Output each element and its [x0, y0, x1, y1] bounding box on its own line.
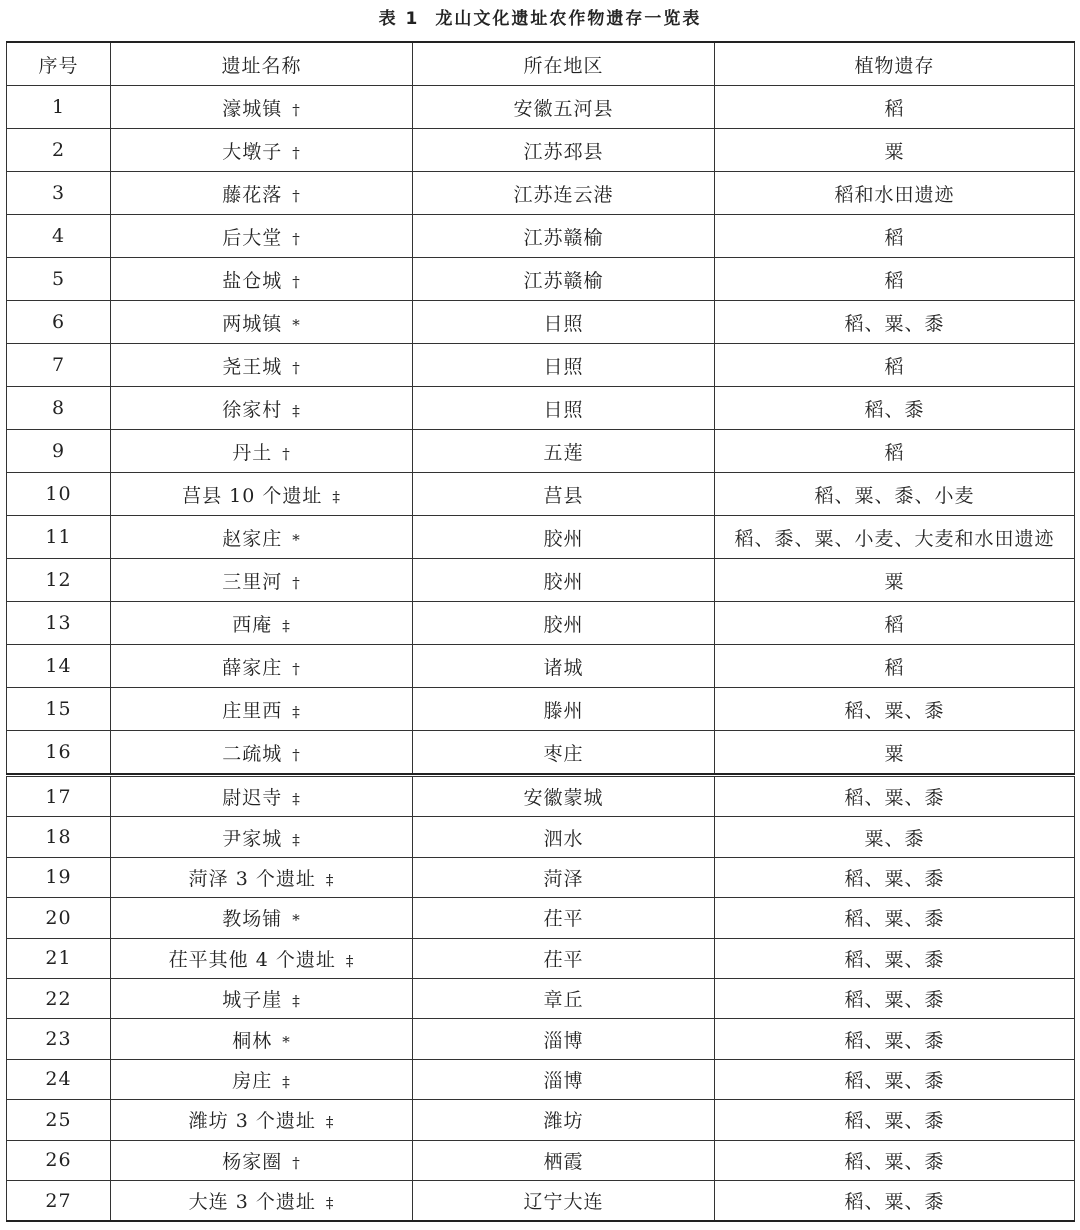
cell-region: 淄博: [413, 1059, 715, 1099]
cell-serial-number: 11: [7, 516, 111, 559]
site-method-mark: †: [292, 229, 301, 248]
cell-region: 淄博: [413, 1019, 715, 1059]
cell-region: 辽宁大连: [413, 1180, 715, 1221]
cell-plant-remains: 稻: [715, 645, 1075, 688]
header-plant-remains: 植物遗存: [715, 42, 1075, 86]
cell-plant-remains: 稻: [715, 215, 1075, 258]
cell-site-name: [111, 344, 413, 387]
site-method-mark: ‡: [325, 870, 335, 889]
cell-plant-remains: 粟: [715, 559, 1075, 602]
cell-plant-remains: 稻: [715, 344, 1075, 387]
cell-site-name: [111, 817, 413, 857]
table-row: [7, 777, 1075, 817]
cell-region: 栖霞: [413, 1140, 715, 1180]
site-method-mark: †: [282, 444, 291, 463]
table-row: [7, 1019, 1075, 1059]
cell-serial-number: 14: [7, 645, 111, 688]
site-name-text: 薛家庄: [222, 656, 283, 679]
cell-plant-remains: 稻、粟、黍、小麦: [715, 473, 1075, 516]
table-row: [7, 645, 1075, 688]
site-method-mark: ‡: [325, 1113, 335, 1132]
cell-site-name: [111, 645, 413, 688]
cell-plant-remains: 稻、黍、粟、小麦、大麦和水田遗迹: [715, 516, 1075, 559]
cell-region: 江苏赣榆: [413, 215, 715, 258]
site-method-mark: †: [292, 186, 301, 205]
site-method-mark: *: [282, 1032, 291, 1051]
site-name-text: 藤花落: [222, 183, 283, 206]
site-name-text: 三里河: [222, 570, 283, 593]
site-method-mark: ‡: [292, 790, 301, 809]
cell-serial-number: 12: [7, 559, 111, 602]
cell-serial-number: 13: [7, 602, 111, 645]
table-row: [7, 857, 1075, 897]
site-name-text: 茌平其他 4 个遗址: [168, 948, 336, 971]
site-name-text: 莒县 10 个遗址: [182, 484, 323, 507]
table-caption: [0, 6, 1080, 32]
cell-site-name: [111, 473, 413, 516]
cell-serial-number: 24: [7, 1059, 111, 1099]
cell-site-name: [111, 938, 413, 978]
cell-serial-number: 27: [7, 1180, 111, 1221]
cell-site-name: [111, 857, 413, 897]
crop-remains-table-part-1: [6, 41, 1075, 775]
table-body-part-1: [7, 86, 1075, 775]
cell-site-name: [111, 898, 413, 938]
cell-region: 菏泽: [413, 857, 715, 897]
table-row: [7, 86, 1075, 129]
table-row: [7, 215, 1075, 258]
table-row: [7, 344, 1075, 387]
cell-region: 枣庄: [413, 731, 715, 775]
header-site-name: 遗址名称: [111, 42, 413, 86]
site-name-text: 庄里西: [222, 699, 283, 722]
cell-region: 莒县: [413, 473, 715, 516]
table-row: [7, 602, 1075, 645]
cell-region: 章丘: [413, 978, 715, 1018]
crop-remains-table-part-2: [6, 776, 1075, 1222]
cell-site-name: [111, 1180, 413, 1221]
cell-site-name: [111, 978, 413, 1018]
cell-serial-number: 3: [7, 172, 111, 215]
table-row: [7, 516, 1075, 559]
cell-site-name: [111, 1140, 413, 1180]
site-method-mark: ‡: [332, 487, 341, 506]
site-method-mark: ‡: [282, 616, 291, 635]
header-region: 所在地区: [413, 42, 715, 86]
cell-site-name: [111, 215, 413, 258]
cell-plant-remains: 稻、粟、黍: [715, 1059, 1075, 1099]
cell-site-name: [111, 430, 413, 473]
site-name-text: 大连 3 个遗址: [188, 1191, 316, 1214]
site-method-mark: †: [292, 745, 301, 764]
site-name-text: 濠城镇: [222, 97, 283, 120]
site-name-text: 潍坊 3 个遗址: [188, 1110, 316, 1133]
site-name-text: 菏泽 3 个遗址: [188, 867, 316, 890]
cell-serial-number: 4: [7, 215, 111, 258]
site-name-text: 尉迟寺: [222, 787, 283, 810]
cell-serial-number: 8: [7, 387, 111, 430]
cell-serial-number: 2: [7, 129, 111, 172]
cell-plant-remains: 粟、黍: [715, 817, 1075, 857]
cell-region: 滕州: [413, 688, 715, 731]
cell-region: 胶州: [413, 602, 715, 645]
cell-serial-number: 10: [7, 473, 111, 516]
site-method-mark: †: [292, 358, 301, 377]
cell-region: 泗水: [413, 817, 715, 857]
cell-serial-number: 5: [7, 258, 111, 301]
site-method-mark: ‡: [292, 401, 301, 420]
table-row: [7, 258, 1075, 301]
site-method-mark: ‡: [345, 951, 355, 970]
site-name-text: 桐林: [232, 1029, 273, 1052]
cell-site-name: [111, 86, 413, 129]
cell-site-name: [111, 688, 413, 731]
cell-region: 江苏赣榆: [413, 258, 715, 301]
cell-site-name: [111, 559, 413, 602]
site-name-text: 赵家庄: [222, 527, 283, 550]
table-row: [7, 1180, 1075, 1221]
site-method-mark: †: [292, 272, 301, 291]
site-method-mark: *: [292, 530, 301, 549]
table-row: [7, 1059, 1075, 1099]
table-row: [7, 898, 1075, 938]
cell-region: 茌平: [413, 898, 715, 938]
cell-serial-number: 19: [7, 857, 111, 897]
cell-region: 五莲: [413, 430, 715, 473]
cell-plant-remains: 稻、粟、黍: [715, 978, 1075, 1018]
cell-serial-number: 23: [7, 1019, 111, 1059]
table-row: [7, 129, 1075, 172]
site-method-mark: *: [292, 315, 301, 334]
site-name-text: 西庵: [232, 613, 273, 636]
cell-plant-remains: 粟: [715, 129, 1075, 172]
site-name-text: 城子崖: [222, 989, 283, 1012]
cell-region: 茌平: [413, 938, 715, 978]
cell-plant-remains: 稻: [715, 602, 1075, 645]
table-row: [7, 688, 1075, 731]
cell-region: 诸城: [413, 645, 715, 688]
cell-region: 胶州: [413, 559, 715, 602]
site-name-text: 杨家圈: [222, 1150, 283, 1173]
cell-plant-remains: 稻: [715, 258, 1075, 301]
cell-serial-number: 16: [7, 731, 111, 775]
cell-serial-number: 18: [7, 817, 111, 857]
cell-serial-number: 22: [7, 978, 111, 1018]
table-row: [7, 978, 1075, 1018]
cell-site-name: [111, 301, 413, 344]
cell-site-name: [111, 258, 413, 301]
cell-plant-remains: 稻、粟、黍: [715, 1019, 1075, 1059]
site-name-text: 房庄: [232, 1069, 273, 1092]
cell-plant-remains: 稻、粟、黍: [715, 1180, 1075, 1221]
cell-site-name: [111, 602, 413, 645]
cell-site-name: [111, 777, 413, 817]
cell-plant-remains: 稻和水田遗迹: [715, 172, 1075, 215]
site-method-mark: †: [292, 100, 301, 119]
cell-serial-number: 6: [7, 301, 111, 344]
site-method-mark: †: [292, 659, 301, 678]
table-row: [7, 938, 1075, 978]
cell-plant-remains: 稻、粟、黍: [715, 857, 1075, 897]
cell-plant-remains: 稻: [715, 430, 1075, 473]
cell-site-name: [111, 731, 413, 775]
site-method-mark: ‡: [292, 702, 301, 721]
cell-plant-remains: 稻: [715, 86, 1075, 129]
site-method-mark: ‡: [292, 830, 301, 849]
site-name-text: 尧王城: [222, 355, 283, 378]
table-row: [7, 817, 1075, 857]
cell-serial-number: 25: [7, 1100, 111, 1140]
cell-site-name: [111, 129, 413, 172]
site-name-text: 二疏城: [222, 742, 283, 765]
site-name-text: 后大堂: [222, 226, 283, 249]
site-name-text: 教场铺: [222, 908, 283, 931]
cell-serial-number: 21: [7, 938, 111, 978]
site-method-mark: ‡: [325, 1194, 335, 1213]
site-name-text: 大墩子: [222, 140, 283, 163]
cell-plant-remains: 稻、粟、黍: [715, 1100, 1075, 1140]
site-method-mark: †: [292, 143, 301, 162]
cell-plant-remains: 稻、粟、黍: [715, 1140, 1075, 1180]
cell-plant-remains: 稻、粟、黍: [715, 938, 1075, 978]
site-method-mark: †: [292, 1153, 301, 1172]
cell-serial-number: 9: [7, 430, 111, 473]
cell-region: 安徽蒙城: [413, 777, 715, 817]
table-row: [7, 1100, 1075, 1140]
site-name-text: 尹家城: [222, 827, 283, 850]
table-row: [7, 559, 1075, 602]
site-method-mark: ‡: [292, 992, 301, 1011]
cell-plant-remains: 粟: [715, 731, 1075, 775]
cell-site-name: [111, 1019, 413, 1059]
cell-region: 日照: [413, 344, 715, 387]
cell-serial-number: 17: [7, 777, 111, 817]
cell-site-name: [111, 1059, 413, 1099]
table-row: [7, 731, 1075, 775]
cell-plant-remains: 稻、粟、黍: [715, 688, 1075, 731]
cell-region: 日照: [413, 301, 715, 344]
table-row: [7, 301, 1075, 344]
cell-site-name: [111, 387, 413, 430]
cell-site-name: [111, 1100, 413, 1140]
cell-site-name: [111, 516, 413, 559]
table-body-part-2: [7, 777, 1075, 1222]
cell-serial-number: 20: [7, 898, 111, 938]
cell-plant-remains: 稻、粟、黍: [715, 898, 1075, 938]
table-row: [7, 430, 1075, 473]
cell-plant-remains: 稻、黍: [715, 387, 1075, 430]
cell-region: 江苏邳县: [413, 129, 715, 172]
cell-serial-number: 1: [7, 86, 111, 129]
cell-region: 胶州: [413, 516, 715, 559]
cell-region: 潍坊: [413, 1100, 715, 1140]
header-serial-number: 序号: [7, 42, 111, 86]
site-method-mark: †: [292, 573, 301, 592]
cell-serial-number: 15: [7, 688, 111, 731]
site-name-text: 两城镇: [222, 312, 283, 335]
table-header-row: [7, 42, 1075, 86]
table-row: [7, 1140, 1075, 1180]
cell-plant-remains: 稻、粟、黍: [715, 777, 1075, 817]
cell-site-name: [111, 172, 413, 215]
site-name-text: 丹土: [232, 441, 273, 464]
cell-region: 日照: [413, 387, 715, 430]
table-row: [7, 387, 1075, 430]
site-name-text: 盐仓城: [222, 269, 283, 292]
cell-serial-number: 26: [7, 1140, 111, 1180]
table-title: 龙山文化遗址农作物遗存一览表: [435, 9, 702, 29]
table-number: 表 1: [378, 9, 420, 29]
site-method-mark: *: [292, 911, 301, 930]
cell-serial-number: 7: [7, 344, 111, 387]
site-method-mark: ‡: [282, 1072, 291, 1091]
cell-region: 安徽五河县: [413, 86, 715, 129]
cell-region: 江苏连云港: [413, 172, 715, 215]
table-row: [7, 172, 1075, 215]
cell-plant-remains: 稻、粟、黍: [715, 301, 1075, 344]
site-name-text: 徐家村: [222, 398, 283, 421]
table-row: [7, 473, 1075, 516]
